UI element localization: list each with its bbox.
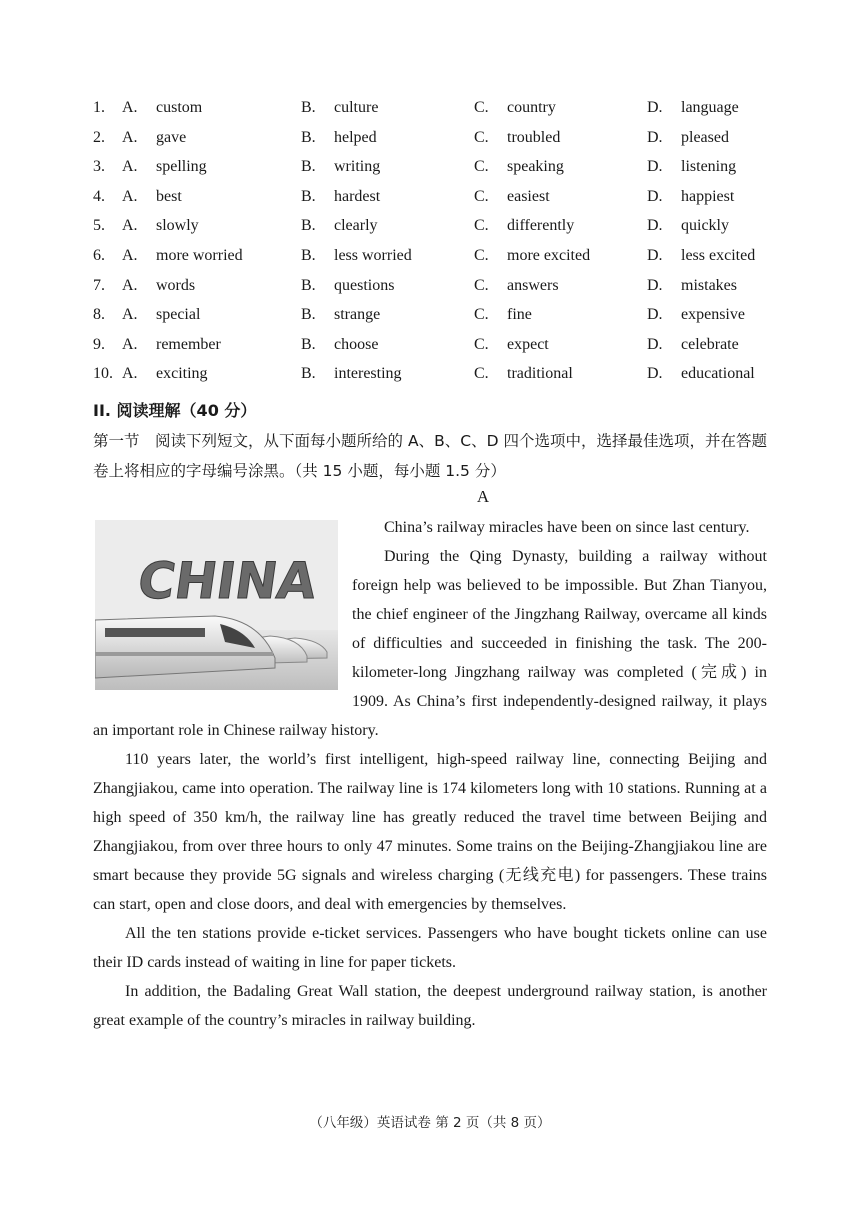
option-letter-a: A. xyxy=(122,276,138,294)
option-c: expect xyxy=(507,335,549,353)
option-b: hardest xyxy=(334,187,381,205)
question-number: 10. xyxy=(93,365,113,383)
question-number: 3. xyxy=(93,158,105,176)
option-a: gave xyxy=(156,128,187,146)
option-letter-a: A. xyxy=(122,246,138,264)
option-letter-a: A. xyxy=(122,128,138,146)
option-letter-a: A. xyxy=(122,217,138,235)
option-letter-a: A. xyxy=(122,306,138,324)
option-a: more worried xyxy=(156,246,243,264)
option-letter-a: A. xyxy=(122,187,138,205)
option-letter-c: C. xyxy=(474,276,489,294)
paragraph: In addition, the Badaling Great Wall station, the deepest underground railway station, is another great example of the country’s miracles in railway building. xyxy=(93,983,767,1029)
option-row xyxy=(93,152,773,182)
option-c: easiest xyxy=(507,187,550,205)
option-letter-c: C. xyxy=(474,128,489,146)
option-letter-c: C. xyxy=(474,335,489,353)
option-letter-a: A. xyxy=(122,365,138,383)
option-a: remember xyxy=(156,335,221,353)
option-row xyxy=(93,241,773,271)
paragraph: 110 years later, the world’s first intelligent, high-speed railway line, connecting Beijing and Zhangjiakou, came into operation. The railway line is 174 kilometers long with 10 stations. Running at a high speed of 350 km/h, the railway line has greatly reduced the travel time between Beijing and Zhangjiakou, from over three hours to only 47 minutes. Some trains on the Beijing-Zhangjiakou line are smart because they provide 5G signals and wireless charging (无线充电) for passengers. These trains can start, open and close doors, and deal with emergencies by themselves. xyxy=(93,751,767,913)
option-row xyxy=(93,300,773,330)
option-c: differently xyxy=(507,217,575,235)
option-letter-a: A. xyxy=(122,158,138,176)
option-d: pleased xyxy=(681,128,729,146)
question-number: 9. xyxy=(93,335,105,353)
passage-title: A xyxy=(476,487,490,506)
option-letter-d: D. xyxy=(647,187,663,205)
option-letter-b: B. xyxy=(301,335,316,353)
answer-options-table xyxy=(93,93,773,389)
option-letter-b: B. xyxy=(301,246,316,264)
option-letter-b: B. xyxy=(301,158,316,176)
option-b: clearly xyxy=(334,217,378,235)
option-letter-d: D. xyxy=(647,365,663,383)
option-letter-c: C. xyxy=(474,217,489,235)
option-row xyxy=(93,271,773,301)
option-c: more excited xyxy=(507,246,591,264)
page-footer: （八年级）英语试卷 第 2 页（共 8 页） xyxy=(309,1115,551,1131)
option-letter-c: C. xyxy=(474,365,489,383)
option-b: choose xyxy=(334,335,379,353)
option-a: best xyxy=(156,187,182,205)
passage-body xyxy=(93,513,767,1035)
option-b: helped xyxy=(334,128,377,146)
option-letter-d: D. xyxy=(647,335,663,353)
option-letter-b: B. xyxy=(301,128,316,146)
option-c: traditional xyxy=(507,365,573,383)
option-letter-d: D. xyxy=(647,217,663,235)
option-letter-b: B. xyxy=(301,365,316,383)
option-d: less excited xyxy=(681,246,756,264)
option-letter-a: A. xyxy=(122,335,138,353)
option-row xyxy=(93,359,773,389)
option-b: questions xyxy=(334,276,395,294)
option-row xyxy=(93,123,773,153)
option-letter-b: B. xyxy=(301,99,316,116)
paragraph: All the ten stations provide e-ticket services. Passengers who have bought tickets online can use their ID cards instead of waiting in line for paper tickets. xyxy=(93,925,767,971)
option-d: expensive xyxy=(681,306,745,324)
question-number: 2. xyxy=(93,128,105,146)
question-number: 5. xyxy=(93,217,105,235)
option-letter-c: C. xyxy=(474,246,489,264)
option-a: words xyxy=(156,276,196,294)
option-b: writing xyxy=(334,158,381,176)
option-a: custom xyxy=(156,99,203,116)
option-letter-d: D. xyxy=(647,128,663,146)
option-b: less worried xyxy=(334,246,412,264)
option-d: educational xyxy=(681,365,755,383)
option-c: speaking xyxy=(507,158,564,176)
option-letter-c: C. xyxy=(474,99,489,116)
option-b: culture xyxy=(334,99,379,116)
paragraph: China’s railway miracles have been on since last century. xyxy=(384,519,750,536)
option-d: mistakes xyxy=(681,276,737,294)
option-letter-a: A. xyxy=(122,99,138,116)
option-letter-c: C. xyxy=(474,306,489,324)
paragraph: During the Qing Dynasty, building a railway without foreign help was believed to be impossible. But Zhan Tianyou, the chief engineer of the Jingzhang Railway, overcame all kinds of difficulties and succeeded in finishing the task. The 200-kilometer-long Jingzhang railway was completed (完成) in 1909. As China’s first independently-designed railway, it plays an important role in Chinese railway history. xyxy=(93,548,767,739)
option-letter-d: D. xyxy=(647,99,663,116)
section-instruction: 第一节 阅读下列短文，从下面每小题所给的 A、B、C、D 四个选项中，选择最佳选项，并在答题卷上将相应的字母编号涂黑。（共 15 小题，每小题 1.5 分） xyxy=(93,432,767,480)
option-d: celebrate xyxy=(681,335,739,353)
option-row xyxy=(93,93,773,123)
option-letter-d: D. xyxy=(647,306,663,324)
option-c: answers xyxy=(507,276,559,294)
option-a: special xyxy=(156,306,201,324)
option-a: spelling xyxy=(156,158,207,176)
option-letter-b: B. xyxy=(301,276,316,294)
option-letter-b: B. xyxy=(301,306,316,324)
option-letter-d: D. xyxy=(647,158,663,176)
option-a: exciting xyxy=(156,365,208,383)
china-logo-text: CHINA xyxy=(134,551,321,610)
question-number: 1. xyxy=(93,99,105,116)
question-number: 7. xyxy=(93,276,105,294)
option-d: listening xyxy=(681,158,737,176)
option-row xyxy=(93,211,773,241)
option-d: happiest xyxy=(681,187,735,205)
option-b: strange xyxy=(334,306,381,324)
option-a: slowly xyxy=(156,217,199,235)
option-c: troubled xyxy=(507,128,561,146)
option-b: interesting xyxy=(334,365,402,383)
question-number: 8. xyxy=(93,306,105,324)
option-row xyxy=(93,182,773,212)
option-letter-b: B. xyxy=(301,217,316,235)
option-d: quickly xyxy=(681,217,729,235)
section-heading: II. 阅读理解（40 分） xyxy=(93,401,257,420)
option-d: language xyxy=(681,99,739,116)
option-letter-c: C. xyxy=(474,187,489,205)
option-letter-d: D. xyxy=(647,246,663,264)
option-letter-c: C. xyxy=(474,158,489,176)
option-c: country xyxy=(507,99,556,116)
option-letter-b: B. xyxy=(301,187,316,205)
option-row xyxy=(93,330,773,360)
question-number: 6. xyxy=(93,246,105,264)
question-number: 4. xyxy=(93,187,105,205)
option-letter-d: D. xyxy=(647,276,663,294)
option-c: fine xyxy=(507,306,532,324)
